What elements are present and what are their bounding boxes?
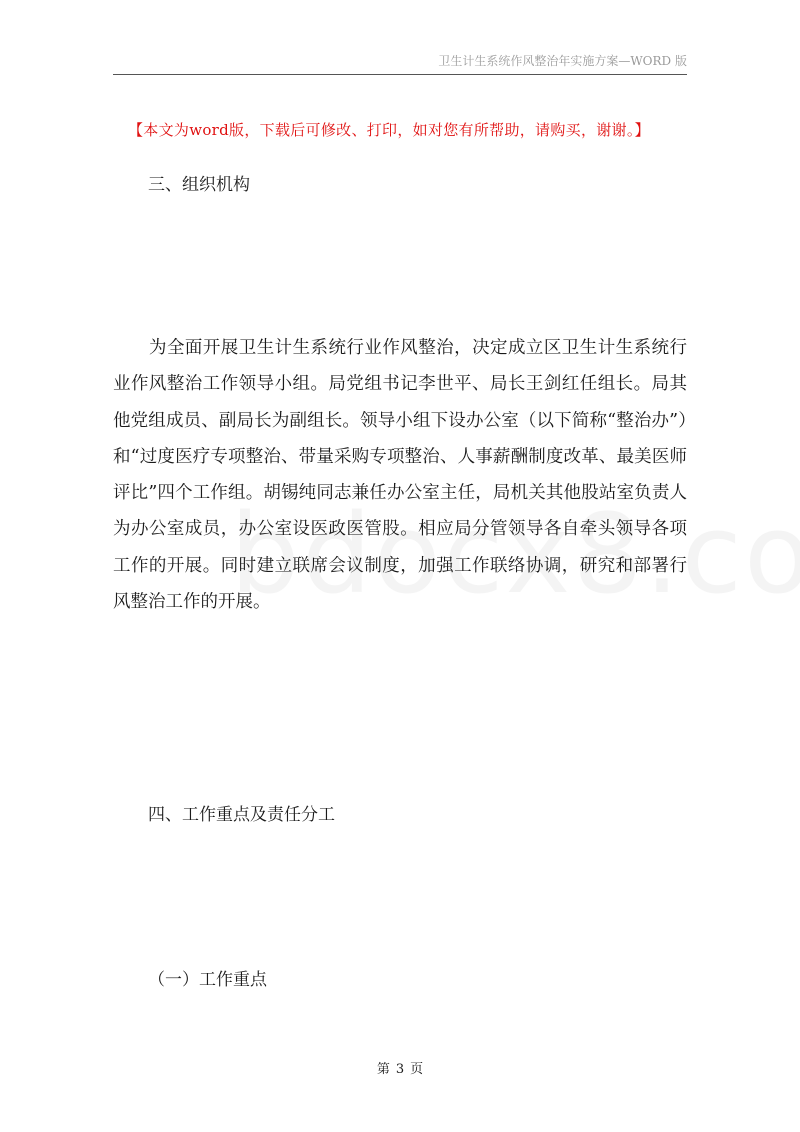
subsection-heading-work-focus: （一）工作重点: [148, 970, 267, 990]
page-number-suffix: 页: [410, 1062, 424, 1077]
document-header-title: 卫生计生系统作风整治年实施方案—WORD 版: [438, 54, 687, 68]
download-notice: 【本文为word版，下载后可修改、打印，如对您有所帮助，请购买，谢谢。】: [128, 121, 650, 139]
page-footer: [0, 1058, 800, 1077]
header-divider: [113, 74, 687, 75]
section-heading-organization: 三、组织机构: [148, 175, 250, 195]
page-number-prefix: 第: [376, 1062, 390, 1077]
section-heading-work-focus: 四、工作重点及责任分工: [148, 805, 335, 825]
section-paragraph-organization: 为全面开展卫生计生系统行业作风整治，决定成立区卫生计生系统行业作风整治工作领导小组。局党组书记李世平、局长王剑红任组长。局其他党组成员、副局长为副组长。领导小组下设办公室（以下简称“整治办”）和“过度医疗专项整治、带量采购专项整治、人事薪酬制度改革、最美医师评比”四个工作组。胡锡纯同志兼任办公室主任，局机关其他股站室负责人为办公室成员，办公室设医政医管股。相应局分管领导各自牵头领导各项工作的开展。同时建立联席会议制度，加强工作联络协调，研究和部署行风整治工作的开展。: [113, 338, 687, 613]
page-number: 3: [395, 1062, 405, 1077]
